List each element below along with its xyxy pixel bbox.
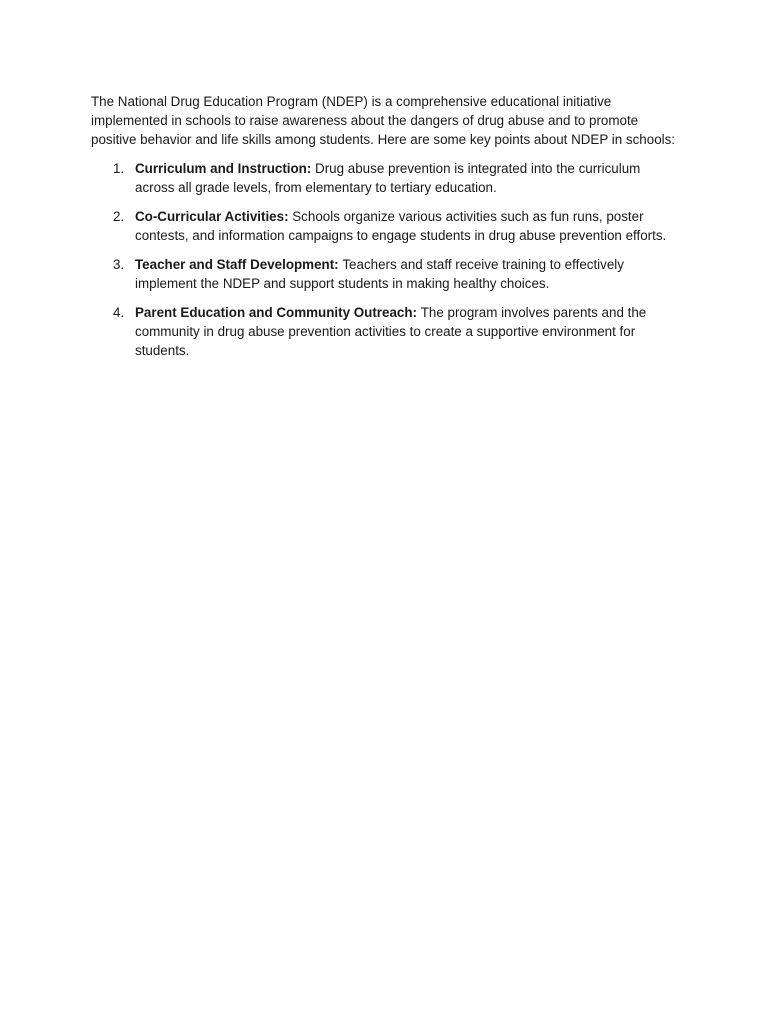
list-item-term: Curriculum and Instruction: [135, 161, 316, 176]
list-item-text: The program involves parents and the community in drug abuse prevention activities to create a supportive environment for students. [135, 305, 647, 358]
list-item-number: 2. [113, 209, 125, 224]
intro-paragraph: The National Drug Education Program (NDEP) is a comprehensive educational initiative implemented in schools to raise awareness about the dangers of drug abuse and to promote positive behavior and life skills among students. Here are some key points about NDEP in schools: [91, 94, 676, 147]
list-item [91, 159, 681, 197]
list-item-term: Co-Curricular Activities: [135, 209, 293, 224]
list-item-number: 3. [113, 257, 125, 272]
list-item-text: Drug abuse prevention is integrated into the curriculum across all grade levels, from elementary to tertiary education. [135, 161, 641, 195]
key-points-list [91, 159, 681, 360]
list-item [91, 303, 681, 360]
list-item-term: Teacher and Staff Development: [135, 257, 343, 272]
list-item-text: Teachers and staff receive training to effectively implement the NDEP and support students in making healthy choices. [135, 257, 624, 291]
list-item-term: Parent Education and Community Outreach: [135, 305, 421, 320]
list-item [91, 207, 681, 245]
list-item-number: 1. [113, 161, 125, 176]
list-item-text: Schools organize various activities such as fun runs, poster contests, and information campaigns to engage students in drug abuse prevention efforts. [135, 209, 667, 243]
document-body [91, 92, 681, 370]
list-item-number: 4. [113, 305, 125, 320]
list-item [91, 255, 681, 293]
